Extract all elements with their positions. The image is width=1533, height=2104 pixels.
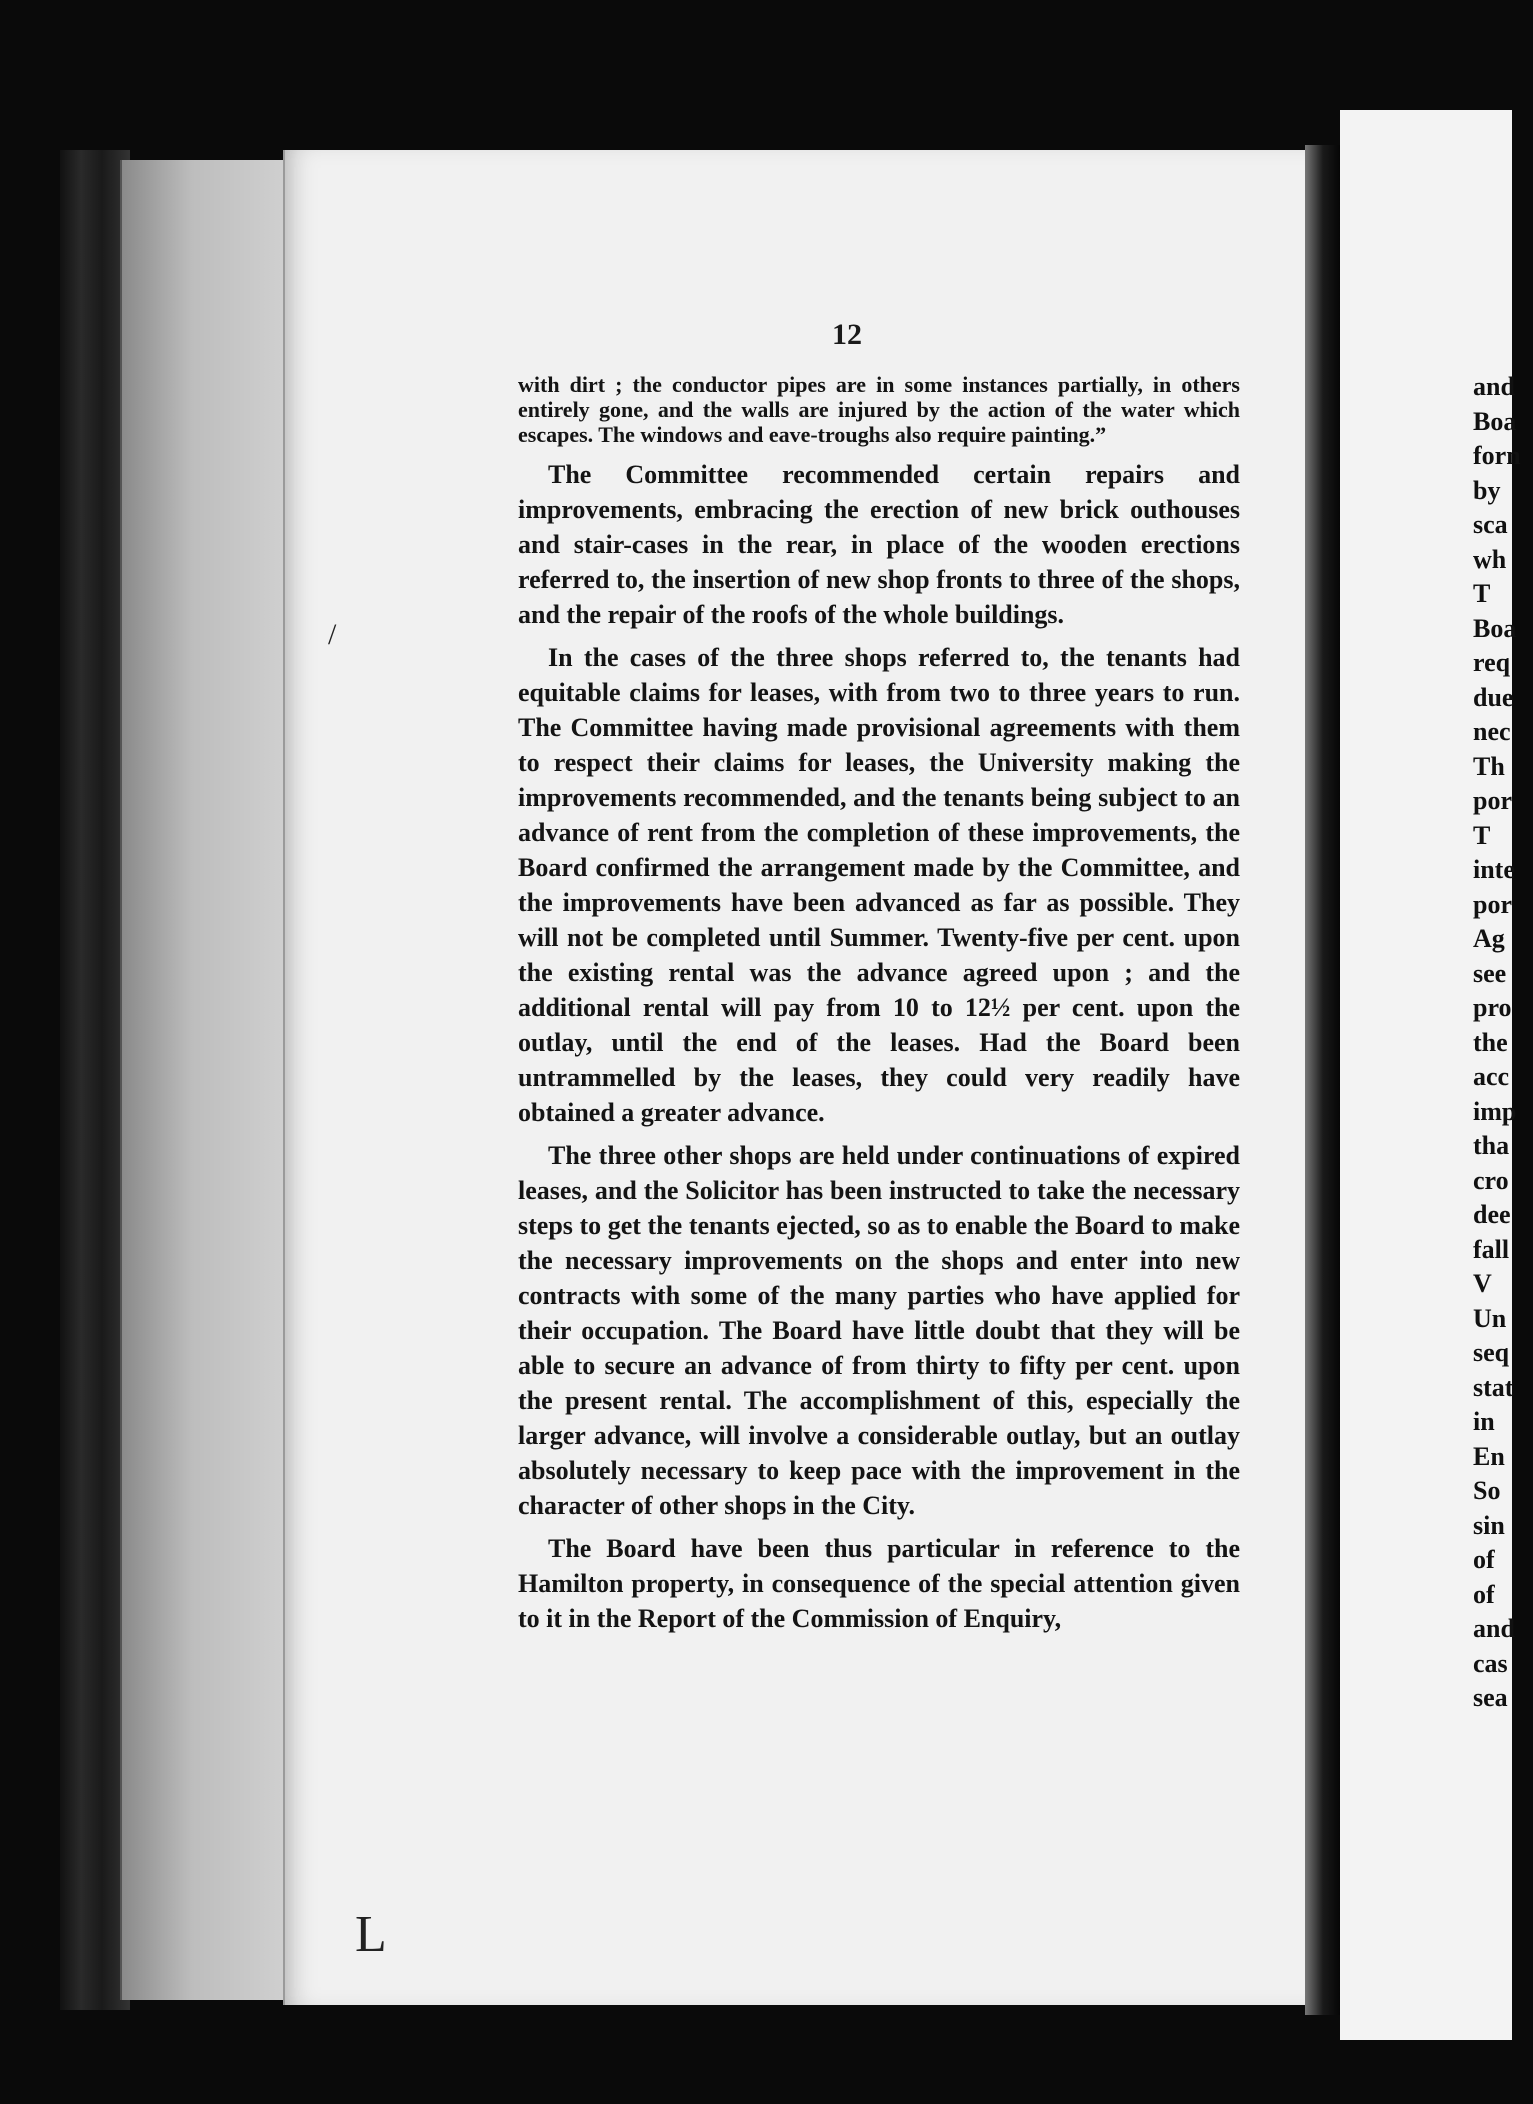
facing-line: seq [1473,1338,1510,1367]
facing-line: of [1473,1579,1495,1609]
facing-line: sca [1473,510,1508,539]
facing-line: T [1473,579,1491,608]
facing-line: the [1473,1027,1508,1057]
facing-line: tha [1473,1131,1510,1160]
facing-line: Un [1473,1303,1507,1333]
facing-line: Ag [1473,924,1505,953]
facing-line: nec [1473,717,1511,746]
facing-line: pro [1473,993,1512,1022]
facing-line: inte [1473,855,1515,884]
facing-line: and [1473,372,1515,401]
facing-line: T [1473,820,1491,850]
paragraph: In the cases of the three shops referred to, the tenants had equitable claims for leases, with from two to three years to run. The Committee having made provisional agreements with them to respect their claims for leases, the University making the improvements recommended, and the tenants being subject to an advance of rent from the completion of these improvements, the Board confirmed the arrangement made by the Committee, and the improvements have been advanced as far as possible. They will not be completed until Summer. Twenty-five per cent. upon the existing rental was the advance agreed upon ; and the additional rental will pay from 10 to 12½ per cent. upon the outlay, until the end of the leases. Had the Board been untrammelled by the leases, they could very readily have obtained a greater advance. [518,643,1240,1127]
facing-page-text [1473,370,1533,1716]
quoted-passage: with dirt ; the conductor pipes are in some instances partially, in others entirely gone, and the walls are injured by the action of the water which escapes. The windows and eave-troughs also require painting.” [518,372,1240,447]
facing-line: acc [1473,1062,1510,1091]
facing-line: wh [1473,544,1507,574]
margin-handwritten-mark: L [355,1906,387,1963]
facing-line: por [1473,889,1512,919]
paragraph: The Committee recommended certain repairs and improvements, embracing the erection of new brick outhouses and stair-cases in the rear, in place of the wooden erections referred to, the insertion of new shop fronts to three of the shops, and the repair of the roofs of the whole buildings. [518,460,1240,629]
page-number: 12 [832,318,862,351]
facing-line: forn [1473,441,1521,470]
margin-slash-mark: / [328,618,337,651]
facing-line: cro [1473,1165,1509,1195]
facing-line: So [1473,1476,1501,1505]
facing-line: by [1473,475,1501,505]
facing-line: V [1473,1269,1492,1298]
facing-line: Boa [1473,406,1517,436]
facing-line: of [1473,1545,1495,1574]
paragraph: The three other shops are held under continuations of expired leases, and the Solicitor has been instructed to take the necessary steps to get the tenants ejected, so as to enable the Board to make the necessary improvements on the shops and enter into new contracts with some of the many parties who have applied for their occupation. The Board have little doubt that they will be able to secure an advance of from thirty to fifty per cent. upon the present rental. The accomplishment of this, especially the larger advance, will involve a considerable outlay, but an outlay absolutely necessary to keep pace with the improvement in the character of other shops in the City. [518,1141,1240,1520]
facing-line: req [1473,648,1511,677]
facing-line: stat [1473,1372,1514,1402]
previous-pages-edge [120,160,297,2000]
facing-line: in [1473,1407,1495,1436]
paragraph: The Board have been thus particular in reference to the Hamilton property, in consequence of the special attention given to it in the Report of the Commission of Enquiry, [518,1534,1240,1633]
facing-line: Boa [1473,613,1517,643]
facing-line: and [1473,1614,1515,1643]
facing-line: sea [1473,1683,1508,1712]
facing-line: Th [1473,751,1505,781]
page-body [518,372,1240,1644]
facing-line: En [1473,1441,1505,1471]
facing-line: due [1473,682,1514,712]
facing-line: por [1473,786,1512,815]
facing-line: dee [1473,1200,1511,1229]
facing-line: cas [1473,1648,1508,1678]
facing-line: imp [1473,1096,1517,1126]
book-gutter [1305,145,1345,2015]
facing-line: fall [1473,1234,1510,1264]
facing-line: sin [1473,1510,1505,1540]
facing-line: see [1473,958,1507,988]
